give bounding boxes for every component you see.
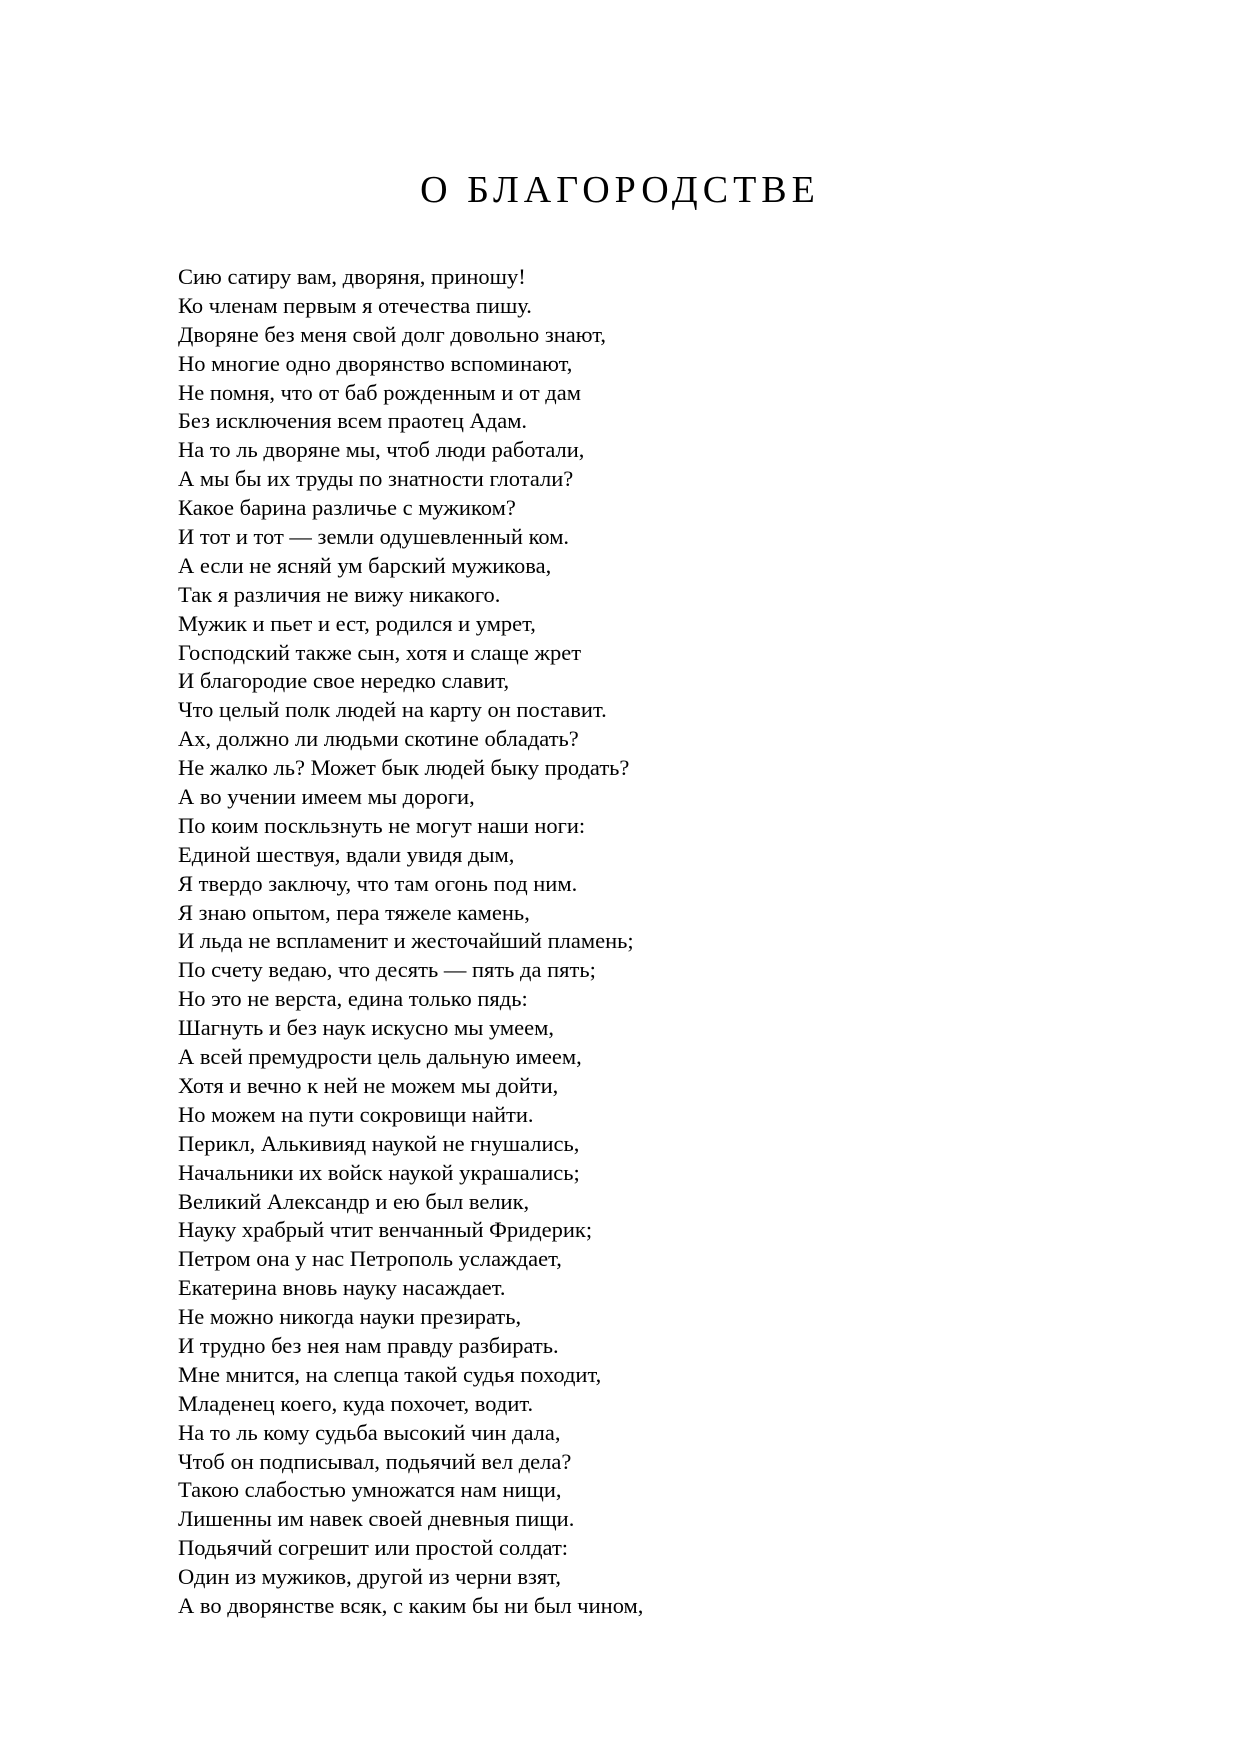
poem-line: Какое барина различье с мужиком? [178,495,516,521]
poem-line: Но это не верста, едина только пядь: [178,986,528,1012]
poem-line: А всей премудрости цель дальную имеем, [178,1044,582,1070]
poem-line: Такою слабостью умножатся нам нищи, [178,1477,562,1503]
poem-line: Чтоб он подписывал, подьячий вел дела? [178,1448,572,1474]
poem-line: И тот и тот — земли одушевленный ком. [178,524,570,550]
poem-line: Великий Александр и ею был велик, [178,1188,530,1214]
poem-line: Без исключения всем праотец Адам. [178,408,528,434]
poem-line: И льда не вспламенит и жесточайший пламень; [178,928,634,954]
poem-line: На то ль дворяне мы, чтоб люди работали, [178,437,585,463]
poem-line: Науку храбрый чтит венчанный Фридерик; [178,1217,593,1243]
poem-line: По счету ведаю, что десять — пять да пять; [178,957,596,983]
poem-title: О БЛАГОРОДСТВЕ [420,169,820,211]
poem-line: Не можно никогда науки презирать, [178,1304,522,1330]
poem-line: Единой шествуя, вдали увидя дым, [178,841,515,867]
poem-line: Перикл, Алькивияд наукой не гнушались, [178,1130,580,1156]
poem-line: Шагнуть и без наук искусно мы умеем, [178,1015,555,1041]
poem-line: Господский также сын, хотя и слаще жрет [178,639,582,665]
poem-line: А во дворянстве всяк, с каким бы ни был чином, [178,1592,644,1618]
poem-line: Начальники их войск наукой украшались; [178,1159,580,1185]
poem-line: Ко членам первым я отечества пишу. [178,292,532,318]
poem-line: Лишенны им навек своей дневныя пищи. [178,1506,575,1532]
poem-line: Мужик и пьет и ест, родился и умрет, [178,610,536,636]
poem-line: Не помня, что от баб рожденным и от дам [178,379,581,405]
poem-line: Я знаю опытом, пера тяжеле камень, [178,899,530,925]
poem-line: А мы бы их труды по знатности глотали? [178,466,574,492]
poem-line: Ах, должно ли людьми скотине обладать? [178,726,579,752]
poem-line: Сию сатиру вам, дворяня, приношу! [178,264,526,289]
poem-line: На то ль кому судьба высокий чин дала, [178,1419,561,1445]
poem-line: Мне мнится, на слепца такой судья походит, [178,1361,602,1387]
poem-line: Что целый полк людей на карту он поставит. [178,697,607,723]
poem-line: Хотя и вечно к ней не можем мы дойти, [178,1072,559,1098]
poem-line: Но можем на пути сокровищи найти. [178,1101,534,1127]
poem-line: Петром она у нас Петрополь услаждает, [178,1246,562,1272]
poem-line: Екатерина вновь науку насаждает. [178,1275,506,1301]
poem-line: Младенец коего, куда похочет, водит. [178,1390,534,1416]
poem-line: Подьячий согрешит или простой солдат: [178,1535,569,1561]
poem-line: А во учении имеем мы дороги, [178,784,475,810]
poem-line: Так я различия не вижу никакого. [178,581,501,607]
poem-line: Но многие одно дворянство вспоминают, [178,350,573,376]
poem-body [178,263,1178,1621]
poem-line: Я твердо заключу, что там огонь под ним. [178,870,578,896]
poem-line: По коим поскльзнуть не могут наши ноги: [178,812,586,838]
poem-line: Дворяне без меня свой долг довольно знают, [178,321,607,347]
poem-line: Не жалко ль? Может бык людей быку продать? [178,755,630,781]
poem-line: И трудно без нея нам правду разбирать. [178,1332,559,1358]
poem-line: А если не ясняй ум барский мужикова, [178,552,552,578]
poem-line: И благородие свое нередко славит, [178,668,510,694]
poem-line: Один из мужиков, другой из черни взят, [178,1564,562,1590]
